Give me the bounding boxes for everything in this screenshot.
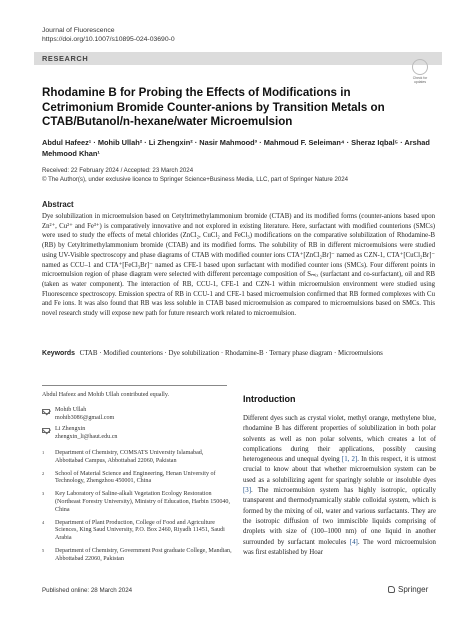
contact-mohib-ullah: [42, 407, 232, 423]
check-for-updates-icon: [412, 59, 428, 75]
journal-name: Journal of Fluorescence: [42, 27, 115, 34]
keywords-label: Keywords: [42, 350, 75, 357]
article-title: Rhodamine B for Probing the Effects of Modifications in Cetrimonium Bromide Counter-anions by Transition Metals on CTAB/Butanol/n-hexane/water Microemulsion: [42, 86, 385, 129]
contact-li-zhengxin: [42, 426, 232, 442]
check-for-updates-badge[interactable]: [408, 59, 432, 85]
keywords: [42, 349, 435, 359]
contact-email[interactable]: zhengxin_li@haut.edu.cn: [55, 434, 118, 441]
author-list: Abdul Hafeez¹ · Mohib Ullah² · Li Zhengxin² · Nasir Mahmood³ · Mahmoud F. Seleiman⁴ · Sheraz Iqbal⁵ · Arshad Mehmood Khan¹: [42, 138, 430, 158]
keywords-list: CTAB · Modified counterions · Dye solubilization · Rhodamine-B · Ternary phase diagram · Microemulsions: [79, 350, 383, 357]
doi-link[interactable]: https://doi.org/10.1007/s10895-024-03690-0: [42, 35, 175, 43]
envelope-icon: [42, 428, 50, 433]
check-for-updates-label: Check for updates: [412, 76, 428, 84]
affiliation-number: 2: [42, 470, 45, 476]
affiliation-3: [42, 491, 232, 514]
affiliation-text: School of Material Science and Engineering, Henan University of Technology, Zhengzhou 450001, China: [55, 470, 216, 485]
springer-horse-icon: [388, 586, 395, 593]
affiliation-number: 4: [42, 519, 45, 525]
affiliation-text: Department of Chemistry, COMSATS University Islamabad, Abbottabad Campus, Abbottabad 22060, Pakistan: [55, 449, 204, 464]
footnote-divider: [42, 385, 227, 386]
affiliation-number: 5: [42, 547, 45, 553]
publisher-name: Springer: [398, 585, 429, 594]
affiliation-5: [42, 548, 232, 564]
citation-link[interactable]: [1, 2]: [341, 456, 358, 464]
abstract-text: Dye solubilization in microemulsion based on Cetyltrimethylammonium bromide (CTAB) and its modified forms (counter-anions based upon Zn²⁺, Cu²⁺ and Fe³⁺) is comparatively innovative and not explored in existing literature. Here, surfactant with modified counterions (SMCs) were used to study the effects of metal chlorides (ZnCl₂, CuCl₂ and FeCl₃) modifications on the comparative solubilization of Rhodamine-B (RB) by Cetyltrimethylammonium bromide (CTAB) and its modified forms. The solubility of RB in different microemulsions were studied using UV-Visible spectroscopy and phase diagrams of CTAB with modified counter ions CTA⁺[ZnCl₂Br]⁻ named as CZN-1, CTA⁺[CuCl₂Br]⁻ named as CCU–1 and CTA⁺[FeCl₃Br]⁻ named as CFE-1 based upon surfactant with modified counter ions (SMCs). Four different points in microemulsion region of phase diagram were selected with different percentage composition of Sₘᵢₓ (surfactant and co-surfactant), oil and RB (taken as water component). The interaction of RB, CCU-1, CFE-1 and CZN-1 within microemulsion environment were studied using Fluorescence spectroscopy. Emission spectra of RB in CCU-1 and CFE-1 based microemulsion confirmed that RB formed complexes with Cu and Fe ions. It was also found that RB was less soluble in CTAB based microemulsion as compared to microemulsions based on SMCs. This novel research study will expose new path for future research work related to microemulsion.: [42, 213, 435, 318]
introduction-heading: Introduction: [243, 394, 296, 404]
article-type-label: RESEARCH: [42, 54, 89, 63]
affiliation-number: 3: [42, 491, 45, 497]
introduction-text: Different dyes such as crystal violet, methyl orange, methylene blue, rhodamine B has different properties of solubilization in both polar solvents as well as non polar solvents, which creates a lot of complications during their applications, possibly causing heterogeneous and unequal dyeing [1, 2]. In this respect, it is utmost crucial to know about that whether microemulsion system can be used as a solubilizing agent for sparingly soluble or insoluble dyes [3]. The microemulsion system has highly isotropic, optically transparent and thermodynamically stable colloidal system, which is formed by the mixing of oil, water and various surfactants. They are the isotropic diffusion of two immiscible liquids comprising of droplets with size of (100–1000 nm) of one liquid in another surrounded by surfactant molecules [4]. The word microemulsion was first established by Hoar: [243, 415, 436, 556]
affiliation-text: Department of Plant Production, College of Food and Agriculture Sciences, King Saud University, P.O. Box 2460, Riyadh 11451, Saudi Arabia: [55, 519, 225, 542]
abstract-heading: Abstract: [42, 200, 74, 209]
contact-name: Mohib Ullah: [55, 406, 87, 413]
citation-link[interactable]: [3]: [243, 487, 252, 495]
copyright-line: © The Author(s), under exclusive licence to Springer Science+Business Media, LLC, part of Springer Nature 2024: [42, 175, 349, 183]
affiliation-2: [42, 471, 232, 487]
article-type-bar: [34, 52, 442, 65]
publisher-logo: [388, 585, 428, 594]
publication-dates: [42, 167, 442, 184]
citation-link[interactable]: [4]: [349, 538, 358, 546]
affiliation-number: 1: [42, 449, 45, 455]
published-online-date: Published online: 28 March 2024: [42, 587, 133, 594]
affiliation-4: [42, 520, 232, 543]
envelope-icon: [42, 409, 50, 414]
affiliation-text: Key Laboratory of Saline-alkali Vegetation Ecology Restoration (Northeast Forestry University), Ministry of Education, Harbin 150040, China: [55, 491, 230, 513]
received-accepted-dates: Received: 22 February 2024 / Accepted: 23 March 2024: [42, 167, 194, 174]
affiliation-text: Department of Chemistry, Government Post graduate College, Mandian, Abbottabad 22060, Pakistan: [55, 547, 232, 562]
footnotes: [42, 392, 232, 569]
affiliation-1: [42, 450, 232, 466]
contact-email[interactable]: mohib3086@gmail.com: [55, 414, 115, 421]
journal-header: [42, 27, 175, 44]
contact-name: Li Zhengxin: [55, 426, 86, 433]
contribution-note: Abdul Hafeez and Mohib Ullah contributed equally.: [42, 392, 170, 398]
